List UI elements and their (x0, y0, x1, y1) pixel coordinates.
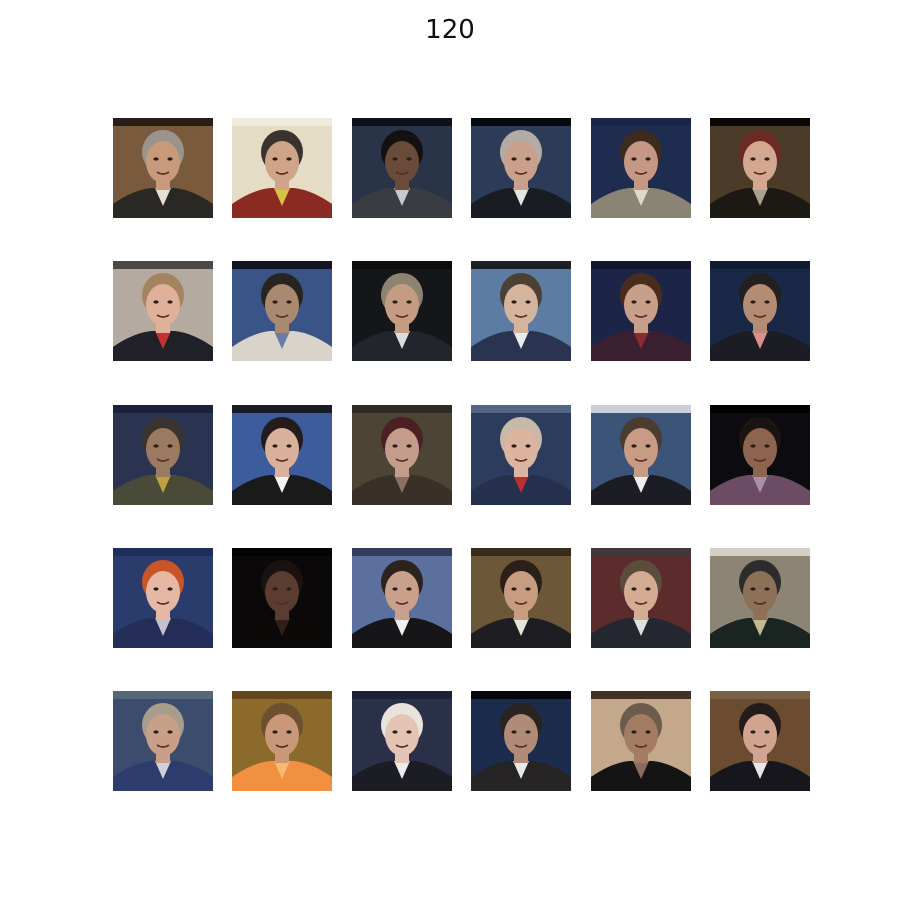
right-eye (286, 444, 291, 447)
face (146, 428, 180, 470)
left-eye (750, 587, 755, 590)
face-image (352, 548, 452, 648)
face-thumbnail (113, 548, 213, 648)
right-eye (525, 300, 530, 303)
left-eye (153, 157, 158, 160)
face-image (471, 261, 571, 361)
face-image (591, 405, 691, 505)
right-eye (167, 730, 172, 733)
face (624, 571, 658, 613)
left-eye (153, 730, 158, 733)
right-eye (406, 730, 411, 733)
face (265, 714, 299, 756)
face-image (113, 261, 213, 361)
top-band (591, 548, 691, 556)
face (624, 714, 658, 756)
face (743, 571, 777, 613)
face-image (232, 405, 332, 505)
top-band (352, 118, 452, 126)
top-band (591, 405, 691, 413)
left-eye (511, 587, 516, 590)
face-thumbnail (113, 691, 213, 791)
left-eye (631, 157, 636, 160)
face-thumbnail (352, 405, 452, 505)
face-image (710, 548, 810, 648)
left-eye (392, 444, 397, 447)
face (743, 284, 777, 326)
left-eye (153, 444, 158, 447)
top-band (232, 405, 332, 413)
top-band (471, 405, 571, 413)
face-image (710, 691, 810, 791)
left-eye (272, 300, 277, 303)
right-eye (645, 587, 650, 590)
right-eye (406, 157, 411, 160)
right-eye (286, 587, 291, 590)
left-eye (272, 157, 277, 160)
face-image (352, 405, 452, 505)
face (743, 141, 777, 183)
top-band (710, 548, 810, 556)
left-eye (750, 157, 755, 160)
face (146, 571, 180, 613)
face-thumbnail (232, 405, 332, 505)
left-eye (631, 730, 636, 733)
right-eye (286, 730, 291, 733)
left-eye (153, 300, 158, 303)
face-thumbnail (113, 405, 213, 505)
face-image (471, 548, 571, 648)
left-eye (272, 587, 277, 590)
left-eye (392, 157, 397, 160)
left-eye (511, 444, 516, 447)
face-thumbnail (113, 261, 213, 361)
top-band (710, 118, 810, 126)
left-eye (750, 444, 755, 447)
face (265, 571, 299, 613)
face-image (352, 118, 452, 218)
face-thumbnail (352, 691, 452, 791)
right-eye (406, 300, 411, 303)
face (146, 714, 180, 756)
face-image (710, 405, 810, 505)
face-image (232, 261, 332, 361)
face (265, 141, 299, 183)
face-thumbnail (471, 261, 571, 361)
left-eye (392, 587, 397, 590)
face (504, 284, 538, 326)
left-eye (153, 587, 158, 590)
right-eye (525, 587, 530, 590)
face (624, 284, 658, 326)
top-band (352, 691, 452, 699)
right-eye (286, 157, 291, 160)
face (743, 428, 777, 470)
left-eye (272, 444, 277, 447)
face-thumbnail (232, 548, 332, 648)
right-eye (406, 444, 411, 447)
face-thumbnail (113, 118, 213, 218)
face-thumbnail (352, 548, 452, 648)
top-band (352, 261, 452, 269)
top-band (232, 691, 332, 699)
face-thumbnail (591, 118, 691, 218)
face (265, 284, 299, 326)
top-band (232, 261, 332, 269)
face (146, 284, 180, 326)
face-thumbnail (710, 691, 810, 791)
face (504, 714, 538, 756)
face-image (113, 118, 213, 218)
face-thumbnail (232, 261, 332, 361)
right-eye (764, 157, 769, 160)
top-band (710, 405, 810, 413)
face (385, 428, 419, 470)
top-band (113, 118, 213, 126)
face-image (591, 691, 691, 791)
left-eye (392, 300, 397, 303)
face-thumbnail (352, 118, 452, 218)
face (385, 284, 419, 326)
left-eye (511, 300, 516, 303)
top-band (113, 691, 213, 699)
face-image (352, 261, 452, 361)
face (504, 141, 538, 183)
face-thumbnail (591, 548, 691, 648)
figure-title: 120 (425, 15, 475, 45)
face (385, 141, 419, 183)
left-eye (750, 730, 755, 733)
right-eye (406, 587, 411, 590)
face-image (591, 261, 691, 361)
face-image (113, 691, 213, 791)
right-eye (167, 300, 172, 303)
left-eye (511, 730, 516, 733)
top-band (591, 118, 691, 126)
right-eye (286, 300, 291, 303)
face-thumbnail (591, 405, 691, 505)
face (385, 714, 419, 756)
right-eye (167, 157, 172, 160)
face-image (232, 548, 332, 648)
face-thumbnail (710, 118, 810, 218)
face-thumbnail (471, 548, 571, 648)
face-thumbnail (352, 261, 452, 361)
right-eye (525, 157, 530, 160)
right-eye (764, 444, 769, 447)
face-thumbnail (710, 548, 810, 648)
right-eye (764, 730, 769, 733)
face-thumbnail (710, 261, 810, 361)
top-band (352, 405, 452, 413)
face-image (710, 261, 810, 361)
right-eye (525, 444, 530, 447)
left-eye (750, 300, 755, 303)
right-eye (764, 587, 769, 590)
face-thumbnail (471, 691, 571, 791)
top-band (471, 261, 571, 269)
face-image (113, 548, 213, 648)
face-image (232, 118, 332, 218)
face-thumbnail (591, 261, 691, 361)
face-thumbnail (591, 691, 691, 791)
face-image (471, 691, 571, 791)
face (624, 428, 658, 470)
left-eye (272, 730, 277, 733)
top-band (471, 118, 571, 126)
right-eye (645, 444, 650, 447)
right-eye (167, 587, 172, 590)
top-band (113, 548, 213, 556)
left-eye (631, 300, 636, 303)
face-image (471, 118, 571, 218)
face (743, 714, 777, 756)
left-eye (631, 444, 636, 447)
top-band (710, 691, 810, 699)
face (504, 428, 538, 470)
top-band (591, 691, 691, 699)
face-thumbnail (710, 405, 810, 505)
face (265, 428, 299, 470)
face-image (471, 405, 571, 505)
right-eye (645, 300, 650, 303)
face-thumbnail (471, 118, 571, 218)
right-eye (645, 730, 650, 733)
left-eye (511, 157, 516, 160)
face-image (591, 548, 691, 648)
face-image (232, 691, 332, 791)
face (385, 571, 419, 613)
face-image (710, 118, 810, 218)
top-band (232, 118, 332, 126)
top-band (471, 691, 571, 699)
face-image (352, 691, 452, 791)
face (146, 141, 180, 183)
face-thumbnail (232, 691, 332, 791)
top-band (471, 548, 571, 556)
top-band (232, 548, 332, 556)
left-eye (392, 730, 397, 733)
right-eye (167, 444, 172, 447)
right-eye (645, 157, 650, 160)
face-image (113, 405, 213, 505)
top-band (113, 261, 213, 269)
face-thumbnail (471, 405, 571, 505)
face (504, 571, 538, 613)
top-band (591, 261, 691, 269)
face (624, 141, 658, 183)
right-eye (764, 300, 769, 303)
face-thumbnail (232, 118, 332, 218)
top-band (710, 261, 810, 269)
top-band (352, 548, 452, 556)
face-image (591, 118, 691, 218)
right-eye (525, 730, 530, 733)
top-band (113, 405, 213, 413)
left-eye (631, 587, 636, 590)
